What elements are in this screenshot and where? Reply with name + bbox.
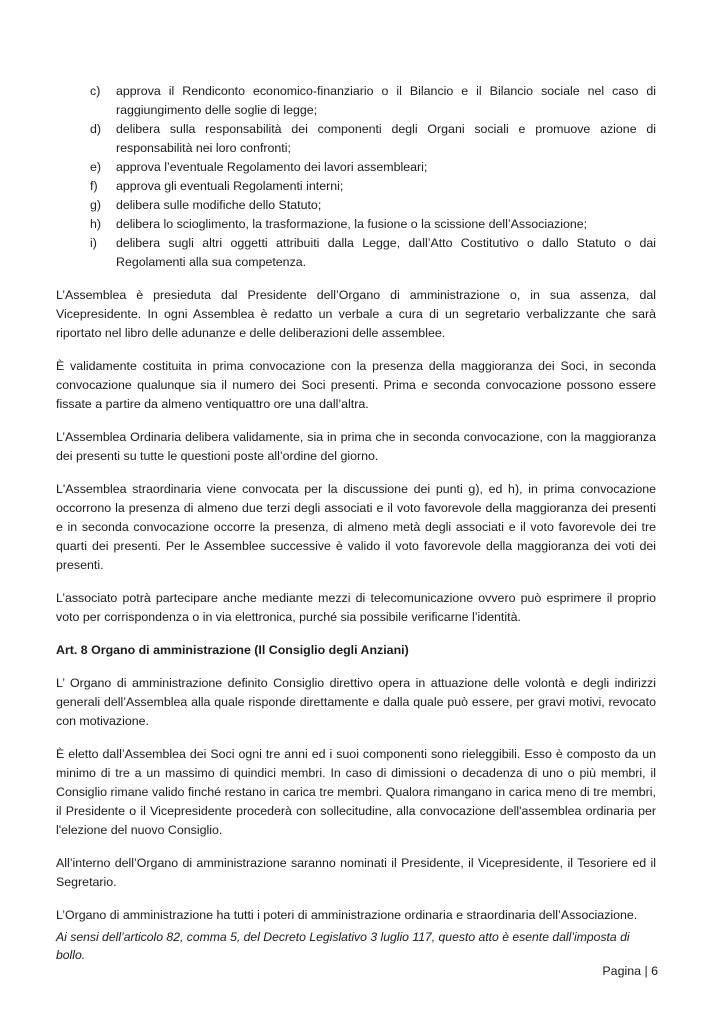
powers-list — [56, 82, 656, 272]
list-marker: i) — [90, 236, 97, 250]
list-item — [56, 120, 656, 158]
list-item-text: delibera sulla responsabilità dei componenti degli Organi sociali e promuove azione di responsabilità nei loro confronti; — [116, 122, 656, 155]
list-item — [56, 215, 656, 234]
paragraph-remote-vote: L’associato potrà partecipare anche mediante mezzi di telecomunicazione ovvero può esprimere il proprio voto per corrispondenza o in via elettronica, purché sia possibile verificarne l’identità. — [56, 591, 656, 624]
list-item-text: approva il Rendiconto economico-finanziario o il Bilancio e il Bilancio sociale nel caso di raggiungimento delle soglie di legge; — [116, 84, 656, 117]
paragraph-extraordinary-assembly: L'Assemblea straordinaria viene convocata per la discussione dei punti g), ed h), in prima convocazione occorrono la presenza di almeno due terzi degli associati e il voto favorevole della maggioranza dei presenti e in seconda convocazione occorre la presenza, di almeno metà degli associati e il voto favorevole dei tre quarti dei presenti. Per le Assemblee successive è valido il voto favorevole della maggioranza dei voti dei presenti. — [56, 482, 656, 572]
page-number: Pagina | 6 — [602, 964, 658, 978]
paragraph-board-powers: L’Organo di amministrazione ha tutti i poteri di amministrazione ordinaria e straordinaria dell’Associazione. — [56, 908, 638, 922]
list-item — [56, 177, 656, 196]
list-item — [56, 234, 656, 272]
list-marker: c) — [90, 84, 101, 98]
article-heading: Art. 8 Organo di amministrazione (Il Consiglio degli Anziani) — [56, 643, 409, 657]
list-item — [56, 158, 656, 177]
list-item-text: approva l’eventuale Regolamento dei lavori assembleari; — [116, 160, 428, 174]
list-item-text: delibera sulle modifiche dello Statuto; — [116, 198, 322, 212]
paragraph-ordinary-assembly: L’Assemblea Ordinaria delibera validamente, sia in prima che in seconda convocazione, con la maggioranza dei presenti su tutte le questioni poste all’ordine del giorno. — [56, 430, 656, 463]
list-item-text: delibera lo scioglimento, la trasformazione, la fusione o la scissione dell’Associazione; — [116, 217, 588, 231]
list-item — [56, 196, 656, 215]
list-item — [56, 82, 656, 120]
list-item-text: approva gli eventuali Regolamenti interni; — [116, 179, 344, 193]
document-body — [56, 82, 656, 925]
paragraph-board-officers: All’interno dell’Organo di amministrazione saranno nominati il Presidente, il Vicepresidente, il Tesoriere ed il Segretario. — [56, 856, 656, 889]
list-item-text: delibera sugli altri oggetti attribuiti dalla Legge, dall’Atto Costitutivo o dallo Statuto o dai Regolamenti alla sua competenza. — [116, 236, 656, 269]
list-marker: e) — [90, 160, 102, 174]
paragraph-board-election: È eletto dall’Assemblea dei Soci ogni tre anni ed i suoi componenti sono rieleggibili. Esso è composto da un minimo di tre a un massimo di quindici membri. In caso di dimissioni o decadenza di uno o più membri, il Consiglio rimane valido finché restano in carica tre membri. Qualora rimangano in carica meno di tre membri, il Presidente o il Vicepresidente procederà con sollecitudine, alla convocazione dell'assemblea ordinaria per l'elezione del nuovo Consiglio. — [56, 747, 656, 837]
footer-tax-note: Ai sensi dell’articolo 82, comma 5, del Decreto Legislativo 3 luglio 117, questo atto è esente dall’imposta di bollo. — [56, 930, 630, 962]
paragraph-board-role: L’ Organo di amministrazione definito Consiglio direttivo opera in attuazione delle volontà e degli indirizzi generali dell’Assemblea alla quale risponde direttamente e dalla quale può essere, per gravi motivi, revocato con motivazione. — [56, 676, 656, 728]
list-marker: g) — [90, 198, 102, 212]
paragraph-quorum: È validamente costituita in prima convocazione con la presenza della maggioranza dei Soci, in seconda convocazione qualunque sia il numero dei Soci presenti. Prima e seconda convocazione possono essere fissate a partire da almeno ventiquattro ore una dall’altra. — [56, 359, 656, 411]
list-marker: f) — [90, 179, 98, 193]
list-marker: d) — [90, 122, 102, 136]
list-marker: h) — [90, 217, 102, 231]
paragraph-assembly-chair: L’Assemblea è presieduta dal Presidente dell’Organo di amministrazione o, in sua assenza, dal Vicepresidente. In ogni Assemblea è redatto un verbale a cura di un segretario verbalizzante che sarà riportato nel libro delle adunanze e delle deliberazioni delle assemblee. — [56, 288, 656, 340]
